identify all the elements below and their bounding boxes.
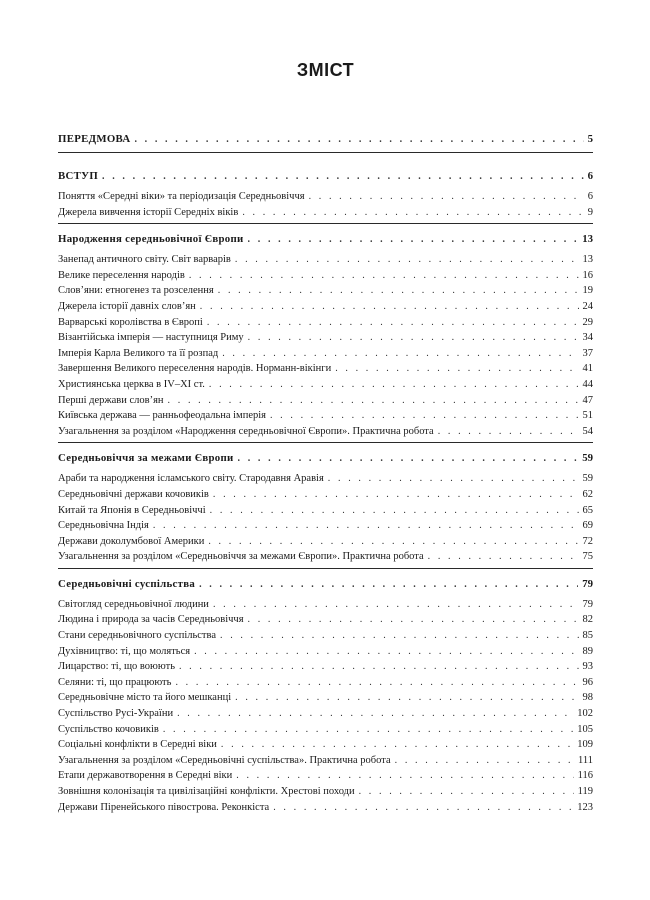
dot-leader: [221, 737, 573, 753]
dot-leader: [153, 518, 579, 534]
toc-entry[interactable]: [58, 393, 593, 409]
toc-entry-text: Середньовічна Індія: [58, 520, 149, 532]
toc-page-number: 75: [582, 551, 593, 563]
dot-leader: [242, 205, 583, 221]
toc-entry[interactable]: [58, 722, 593, 738]
dot-leader: [177, 706, 573, 722]
section-divider: [58, 568, 593, 569]
toc-entry[interactable]: [58, 768, 593, 784]
dot-leader: [200, 299, 579, 315]
toc-page-number: 44: [582, 378, 593, 390]
toc-entry[interactable]: [58, 205, 593, 221]
toc-heading-text: ВСТУП: [58, 170, 99, 182]
toc-entry[interactable]: [58, 784, 593, 800]
dot-leader: [163, 722, 573, 738]
dot-leader: [270, 408, 579, 424]
dot-leader: [134, 131, 583, 149]
toc-page-number: 96: [582, 676, 593, 688]
toc-entry-text: Джерела історії давніх слов’ян: [58, 300, 196, 312]
dot-leader: [189, 268, 579, 284]
dot-leader: [220, 628, 579, 644]
dot-leader: [248, 231, 579, 249]
dot-leader: [213, 487, 579, 503]
toc-section-heading[interactable]: [58, 230, 593, 248]
toc-section-heading[interactable]: [58, 130, 593, 148]
dot-leader: [328, 471, 579, 487]
section-divider: [58, 223, 593, 224]
dot-leader: [199, 576, 578, 594]
dot-leader: [235, 252, 579, 268]
toc-entry[interactable]: [58, 283, 593, 299]
section-divider: [58, 152, 593, 153]
toc-entry[interactable]: [58, 737, 593, 753]
dot-leader: [428, 549, 579, 565]
toc-entry-text: Суспільство Русі-України: [58, 708, 174, 720]
toc-entry-text: Узагальнення за розділом «Народження середньовічної Європи». Практична робота: [58, 425, 434, 437]
toc-entry-text: Селяни: ті, що працюють: [58, 676, 172, 688]
toc-entry[interactable]: [58, 549, 593, 565]
dot-leader: [208, 534, 578, 550]
dot-leader: [438, 424, 579, 440]
toc-page-number: 109: [577, 739, 593, 751]
toc-entry[interactable]: [58, 252, 593, 268]
toc-entry-text: Середньовічні держави кочовиків: [58, 488, 209, 500]
toc-page-number: 72: [582, 535, 593, 547]
toc-page-number: 9: [587, 206, 593, 218]
table-of-contents: [58, 130, 593, 815]
toc-page-number: 13: [582, 254, 593, 266]
dot-leader: [309, 189, 584, 205]
dot-leader: [102, 168, 584, 186]
toc-page-number: 29: [582, 316, 593, 328]
toc-page-number: 13: [582, 233, 593, 246]
toc-entry[interactable]: [58, 628, 593, 644]
toc-entry[interactable]: [58, 644, 593, 660]
toc-entry[interactable]: [58, 753, 593, 769]
dot-leader: [218, 283, 579, 299]
toc-entry-text: Варварські королівства в Європі: [58, 316, 203, 328]
dot-leader: [175, 675, 578, 691]
section-divider: [58, 442, 593, 443]
toc-entry-text: Світогляд середньовічної людини: [58, 598, 209, 610]
dot-leader: [168, 393, 579, 409]
dot-leader: [238, 450, 579, 468]
toc-entry[interactable]: [58, 346, 593, 362]
toc-entry[interactable]: [58, 361, 593, 377]
toc-entry-text: Етапи державотворення в Середні віки: [58, 770, 233, 782]
toc-page-number: 65: [582, 504, 593, 516]
toc-page-number: 16: [582, 269, 593, 281]
toc-entry-text: Поняття «Середні віки» та періодизація Середньовіччя: [58, 191, 305, 202]
toc-page-number: 116: [577, 770, 593, 782]
toc-page-number: 51: [582, 410, 593, 422]
toc-page-number: 82: [582, 614, 593, 626]
toc-page-number: 6: [587, 191, 593, 202]
toc-entry[interactable]: [58, 424, 593, 440]
dot-leader: [207, 315, 579, 331]
toc-entry[interactable]: [58, 315, 593, 331]
toc-section-heading[interactable]: [58, 167, 593, 185]
toc-page-number: 89: [582, 645, 593, 657]
toc-entry-text: Суспільство кочовиків: [58, 723, 159, 735]
dot-leader: [210, 503, 579, 519]
toc-page-number: 41: [582, 363, 593, 375]
toc-entry-text: Зовнішня колонізація та цивілізаційні конфлікти. Хрестові походи: [58, 786, 355, 797]
toc-page-number: 54: [582, 425, 593, 437]
toc-entry-text: Держави Піренейського півострова. Реконкіста: [58, 801, 270, 813]
toc-entry[interactable]: [58, 534, 593, 550]
toc-page-number: 98: [582, 692, 593, 704]
toc-entry[interactable]: [58, 706, 593, 722]
toc-entry[interactable]: [58, 268, 593, 284]
toc-page-number: 105: [577, 723, 593, 735]
toc-page-number: 34: [582, 332, 593, 344]
toc-heading-text: Середньовіччя за межами Європи: [58, 452, 234, 465]
dot-leader: [194, 644, 578, 660]
dot-leader: [273, 800, 573, 816]
toc-entry[interactable]: [58, 487, 593, 503]
toc-page-number: 59: [582, 473, 593, 485]
toc-entry-text: Християнська церква в IV–XI ст.: [58, 378, 205, 390]
toc-entry-text: Середньовічне місто та його мешканці: [58, 692, 232, 704]
toc-entry[interactable]: [58, 330, 593, 346]
dot-leader: [335, 361, 578, 377]
toc-entry-text: Араби та народження ісламського світу. Стародавня Аравія: [58, 473, 324, 485]
toc-page: [58, 0, 593, 900]
toc-page-number: 102: [577, 708, 593, 720]
toc-entry[interactable]: [58, 659, 593, 675]
toc-entry[interactable]: [58, 690, 593, 706]
toc-entry-text: Держави доколумбової Америки: [58, 535, 205, 547]
toc-entry[interactable]: [58, 518, 593, 534]
toc-page-number: 119: [577, 786, 593, 797]
toc-page-number: 62: [582, 488, 593, 500]
toc-page-number: 59: [582, 452, 593, 465]
toc-entry-text: Завершення Великого переселення народів. Норманн-вікінги: [58, 363, 332, 375]
toc-section-heading[interactable]: [58, 575, 593, 593]
toc-entry-text: Імперія Карла Великого та її розпад: [58, 347, 219, 359]
toc-entry[interactable]: [58, 471, 593, 487]
toc-entry-text: Стани середньовічного суспільства: [58, 630, 216, 642]
toc-entry-text: Перші держави слов’ян: [58, 394, 164, 406]
toc-entry-text: Велике переселення народів: [58, 269, 185, 281]
toc-entry-text: Візантійська імперія — наступниця Риму: [58, 332, 244, 344]
dot-leader: [395, 753, 574, 769]
toc-page-number: 6: [587, 170, 593, 182]
toc-entry[interactable]: [58, 299, 593, 315]
toc-entry[interactable]: [58, 377, 593, 393]
toc-entry-text: Соціальні конфлікти в Середні віки: [58, 739, 217, 751]
toc-page-number: 93: [582, 661, 593, 673]
toc-section-heading[interactable]: [58, 449, 593, 467]
dot-leader: [236, 768, 573, 784]
toc-entry-text: Китай та Японія в Середньовіччі: [58, 504, 206, 516]
toc-entry[interactable]: [58, 800, 593, 816]
toc-entry-text: Джерела вивчення історії Середніх віків: [58, 206, 239, 218]
toc-page-number: 123: [577, 801, 593, 813]
toc-entry-text: Слов’яни: етногенез та розселення: [58, 285, 214, 297]
dot-leader: [222, 346, 578, 362]
toc-heading-text: ПЕРЕДМОВА: [58, 133, 131, 145]
page-title: ЗМІСТ: [296, 60, 355, 80]
dot-leader: [209, 377, 579, 393]
toc-heading-text: Середньовічні суспільства: [58, 577, 196, 590]
toc-entry-text: Занепад античного світу. Світ варварів: [58, 254, 231, 266]
toc-entry[interactable]: [58, 612, 593, 628]
toc-entry[interactable]: [58, 675, 593, 691]
toc-page-number: 85: [582, 630, 593, 642]
toc-page-number: 79: [582, 577, 593, 590]
toc-page-number: 47: [582, 394, 593, 406]
toc-entry[interactable]: [58, 408, 593, 424]
dot-leader: [179, 659, 579, 675]
toc-entry-text: Лицарство: ті, що воюють: [58, 661, 175, 673]
dot-leader: [235, 690, 578, 706]
dot-leader: [248, 330, 579, 346]
dot-leader: [359, 784, 574, 800]
toc-page-number: 79: [582, 598, 593, 610]
toc-page-number: 37: [582, 347, 593, 359]
dot-leader: [248, 612, 579, 628]
toc-entry-text: Узагальнення за розділом «Середньовічні суспільства». Практична робота: [58, 754, 391, 766]
toc-page-number: 69: [582, 520, 593, 532]
toc-entry-text: Київська держава — ранньофеодальна імперія: [58, 410, 266, 422]
toc-page-number: 5: [587, 133, 593, 145]
toc-entry-text: Узагальнення за розділом «Середньовіччя за межами Європи». Практична робота: [58, 551, 424, 563]
toc-entry[interactable]: [58, 189, 593, 205]
toc-entry-text: Духівництво: ті, що моляться: [58, 645, 191, 657]
toc-heading-text: Народження середньовічної Європи: [58, 233, 244, 246]
toc-entry[interactable]: [58, 503, 593, 519]
toc-page-number: 24: [582, 300, 593, 312]
toc-entry[interactable]: [58, 597, 593, 613]
dot-leader: [213, 597, 579, 613]
toc-page-number: 19: [582, 285, 593, 297]
toc-page-number: 111: [578, 754, 593, 766]
toc-entry-text: Людина і природа за часів Середньовіччя: [58, 614, 244, 626]
